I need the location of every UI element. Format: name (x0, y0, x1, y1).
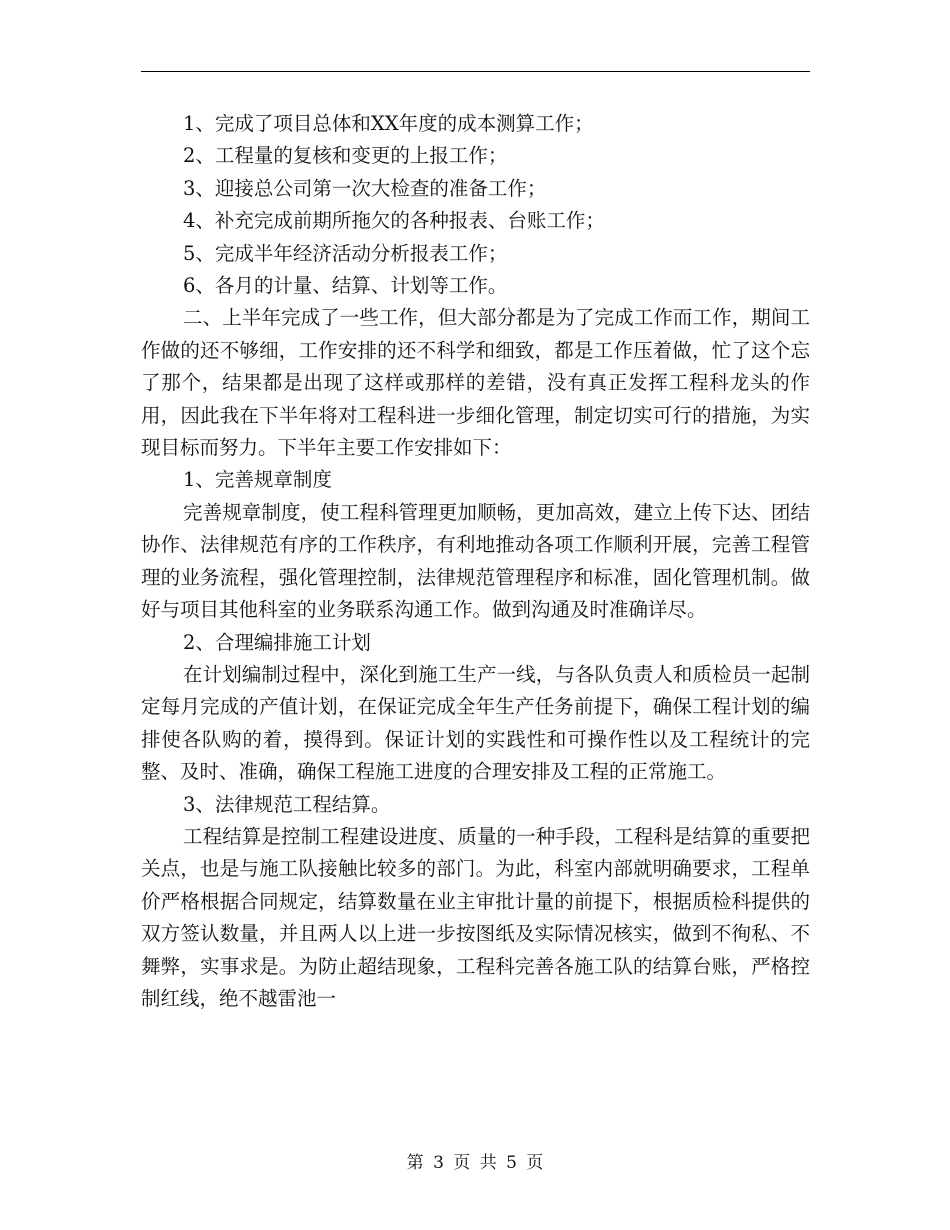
paragraph-settlement: 工程结算是控制工程建设进度、质量的一种手段，工程科是结算的重要把关点，也是与施工队接触比较多的部门。为此，科室内部就明确要求，工程单价严格根据合同规定，结算数量在业主审批计量的前提下，根据质检科提供的双方签认数量，并且两人以上进一步按图纸及实际情况核实，做到不徇私、不舞弊，实事求是。为防止超结现象，工程科完善各施工队的结算台账，严格控制红线，绝不越雷池一 (141, 824, 810, 1010)
paragraph-item-5: 5、完成半年经济活动分析报表工作； (183, 241, 508, 265)
paragraph-item-1: 1、完成了项目总体和XX年度的成本测算工作； (183, 112, 594, 135)
header-rule (141, 71, 810, 72)
document-body (141, 108, 810, 1015)
paragraph-item-2: 2、工程量的复核和变更的上报工作； (183, 144, 508, 168)
paragraph-section-2: 二、上半年完成了一些工作，但大部分都是为了完成工作而工作，期间工作做的还不够细，工作安排的还不科学和细致，都是工作压着做，忙了这个忘了那个，结果都是出现了这样或那样的差错，没有真正发挥工程科龙头的作用，因此我在下半年将对工程科进一步细化管理，制定切实可行的措施，为实现目标而努力。下半年主要工作安排如下： (141, 306, 810, 460)
page-number-footer: 第 3 页 共 5 页 (406, 1153, 544, 1173)
subheading-settlement: 3、法律规范工程结算。 (183, 792, 391, 816)
paragraph-item-6: 6、各月的计量、结算、计划等工作。 (183, 274, 508, 298)
paragraph-item-4: 4、补充完成前期所拖欠的各种报表、台账工作； (183, 209, 605, 233)
paragraph-plan: 在计划编制过程中，深化到施工生产一线，与各队负责人和质检员一起制定每月完成的产值计划，在保证完成全年生产任务前提下，确保工程计划的编排使各队购的着，摸得到。保证计划的实践性和可操作性以及工程统计的完整、及时、准确，确保工程施工进度的合理安排及工程的正常施工。 (141, 662, 810, 784)
paragraph-rules: 完善规章制度，使工程科管理更加顺畅，更加高效，建立上传下达、团结协作、法律规范有序的工作秩序，有利地推动各项工作顺利开展，完善工程管理的业务流程，强化管理控制，法律规范管理程序和标准，固化管理机制。做好与项目其他科室的业务联系沟通工作。做到沟通及时准确详尽。 (141, 500, 810, 622)
paragraph-item-3: 3、迎接总公司第一次大检查的准备工作； (183, 176, 547, 200)
subheading-rules: 1、完善规章制度 (183, 468, 332, 492)
subheading-plan: 2、合理编排施工计划 (183, 630, 371, 654)
